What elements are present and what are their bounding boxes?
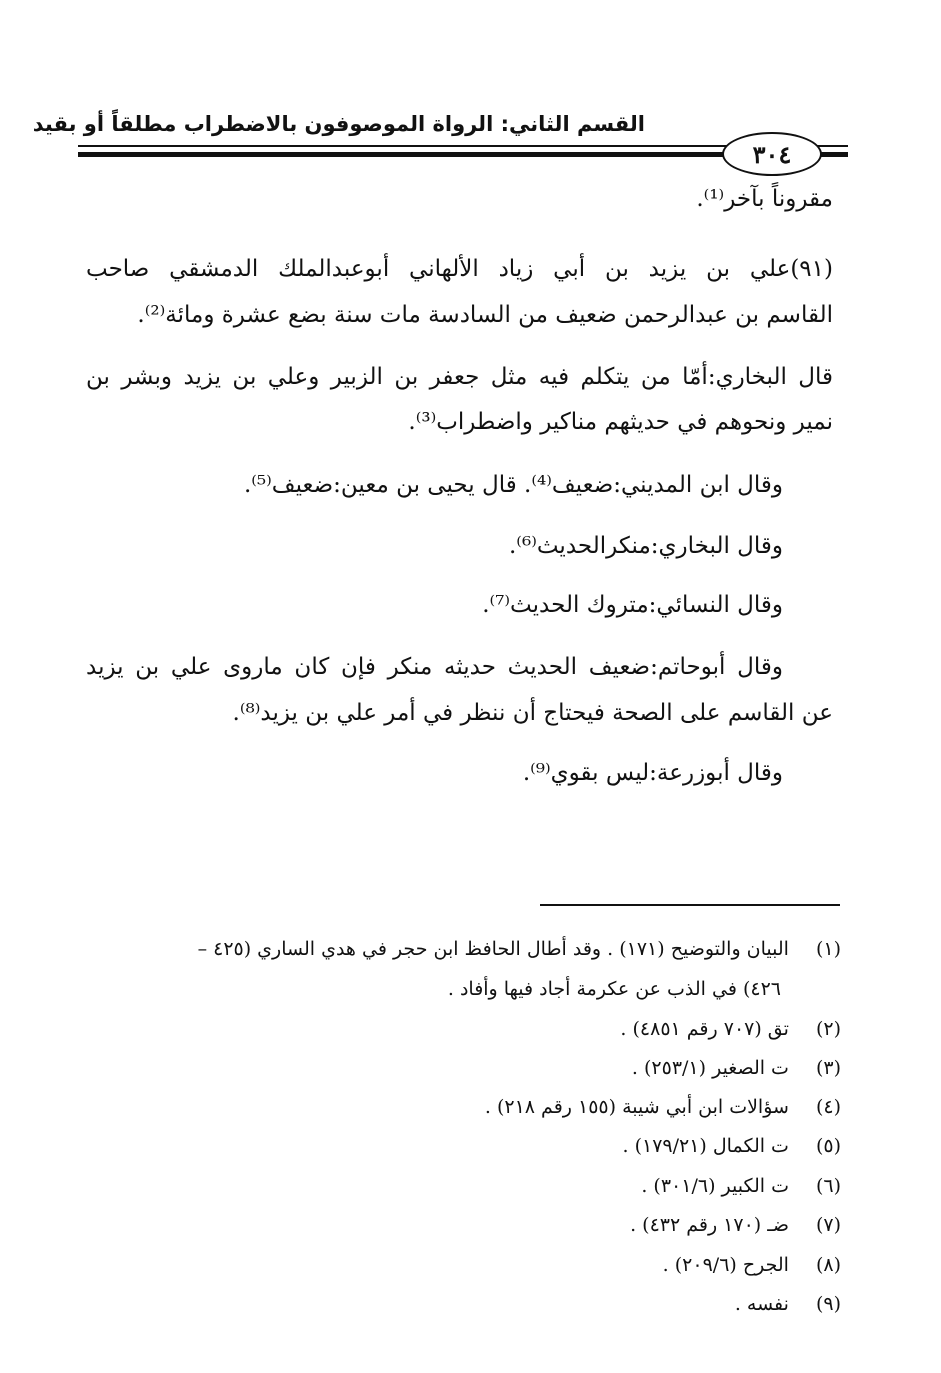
footnote-item (630, 1214, 841, 1236)
body-line: وقال النسائي:متروك الحديث⁽⁷⁾. (482, 592, 783, 618)
footnote-number: (٤) (815, 1096, 841, 1118)
footnote-text: ت الصغير (٢٥٣/١) . (631, 1057, 789, 1079)
body-line: القاسم بن عبدالرحمن ضعيف من السادسة مات سنة بضع عشرة ومائة⁽²⁾. (137, 302, 833, 328)
page-number (722, 132, 822, 176)
footnote-text: سؤالات ابن أبي شيبة (١٥٥ رقم ٢١٨) . (484, 1096, 789, 1118)
footnote-number: (٩) (815, 1293, 841, 1315)
footnote-number: (٨) (815, 1254, 841, 1276)
footnote-item (485, 1096, 841, 1118)
footnote-number: (٦) (815, 1175, 841, 1197)
footnote-item (735, 1293, 841, 1315)
body-line: قال البخاري:أمّا من يتكلم فيه مثل جعفر بن الزبير وعلي بن يزيد وبشر بن (86, 364, 833, 390)
body-line: وقال ابن المديني:ضعيف⁽⁴⁾. قال يحيى بن معين:ضعيف⁽⁵⁾. (243, 472, 783, 498)
body-line: وقال البخاري:منكرالحديث⁽⁶⁾. (509, 533, 783, 559)
footnote-item (620, 1018, 841, 1040)
footnote-number: (٥) (815, 1135, 841, 1157)
body-line: وقال أبوزرعة:ليس بقوي⁽⁹⁾. (522, 760, 783, 786)
footnote-item (198, 938, 841, 960)
page-number-text: ٣٠٤ (752, 139, 792, 169)
footnote-number: (١) (815, 938, 841, 960)
body-line: نمير ونحوهم في حديثهم مناكير واضطراب⁽³⁾. (408, 409, 833, 435)
footnote-item (663, 1254, 841, 1276)
footnote-text: ت الكبير (٣٠١/٦) . (641, 1175, 789, 1197)
footnote-text: ضـ (١٧٠ رقم ٤٣٢) . (630, 1214, 789, 1236)
body-line: وقال أبوحاتم:ضعيف الحديث حديثه منكر فإن كان ماروى علي بن يزيد (86, 654, 783, 680)
footnote-item (622, 1135, 841, 1157)
footnote-text: تق (٧٠٧ رقم ٤٨٥١) . (620, 1018, 789, 1040)
footnote-item (632, 1057, 841, 1079)
footnote-separator (540, 904, 840, 906)
footnote-continuation: ٤٢٦) في الذب عن عكرمة أجاد فيها وأفاد . (447, 978, 781, 1000)
footnote-text: ت الكمال (١٧٩/٢١) . (622, 1135, 789, 1157)
footnote-text: نفسه . (734, 1293, 789, 1315)
footnote-item (641, 1175, 841, 1197)
body-line: عن القاسم على الصحة فيحتاج أن ننظر في أمر علي بن يزيد⁽⁸⁾. (232, 700, 833, 726)
footnote-number: (٢) (815, 1018, 841, 1040)
body-line: مقروناً بآخر⁽¹⁾. (696, 186, 833, 212)
footnote-number: (٣) (815, 1057, 841, 1079)
footnote-text: البيان والتوضيح (١٧١) . وقد أطال الحافظ ابن حجر في هدي الساري (٤٢٥ – (197, 938, 789, 960)
footnote-number: (٧) (815, 1214, 841, 1236)
footnote-text: الجرح (٢٠٩/٦) . (662, 1254, 789, 1276)
running-header-title: القسم الثاني: الرواة الموصوفون بالاضطراب مطلقاً أو بقيد (32, 112, 645, 136)
body-line: (٩١)علي بن يزيد بن أبي زياد الألهاني أبوعبدالملك الدمشقي صاحب (86, 256, 833, 282)
